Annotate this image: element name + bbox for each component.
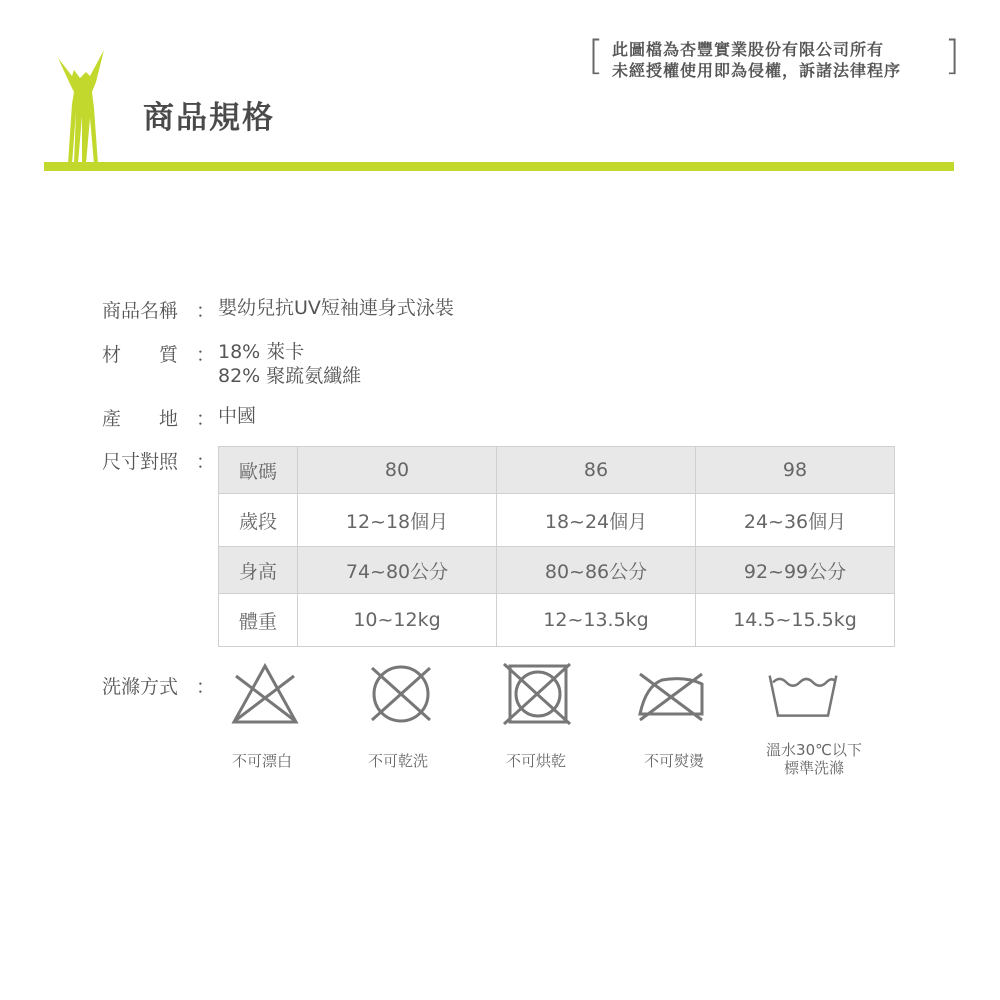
deer-logo-icon (52, 48, 112, 166)
table-cell: 98 (696, 447, 895, 494)
row-header: 歐碼 (219, 447, 298, 494)
copyright-line-2: 未經授權使用即為侵權，訴諸法律程序 (612, 61, 902, 80)
colon: ： (196, 300, 216, 322)
product-name-label: 商品名稱 (102, 300, 179, 322)
table-cell: 92~99公分 (696, 547, 895, 594)
product-name-value: 嬰幼兒抗UV短袖連身式泳裝 (218, 297, 454, 319)
wash-30-icon (768, 662, 838, 726)
table-cell: 12~13.5kg (497, 594, 696, 647)
table-cell: 12~18個月 (298, 494, 497, 547)
no-bleach-icon (230, 662, 300, 726)
header-divider (44, 162, 954, 171)
origin-value: 中國 (218, 405, 257, 427)
size-table (218, 446, 895, 647)
copyright-line-1: 此圖檔為杏豐實業股份有限公司所有 (612, 40, 885, 59)
row-header: 體重 (219, 594, 298, 647)
no-tumble-dry-icon (502, 662, 572, 726)
table-cell: 80~86公分 (497, 547, 696, 594)
table-cell: 24~36個月 (696, 494, 895, 547)
care-label-no-dryclean: 不可乾洗 (367, 752, 428, 770)
size-chart-label: 尺寸對照 (102, 451, 179, 473)
care-label-wash-line-1: 溫水30℃以下 (766, 741, 862, 759)
table-row (219, 447, 895, 494)
origin-label: 產 地 (102, 408, 179, 430)
material-line-1: 18% 萊卡 (218, 341, 305, 363)
table-row (219, 547, 895, 594)
table-cell: 14.5~15.5kg (696, 594, 895, 647)
table-cell: 80 (298, 447, 497, 494)
no-iron-icon (636, 662, 706, 726)
care-label-no-tumble-dry: 不可烘乾 (505, 752, 566, 770)
table-cell: 18~24個月 (497, 494, 696, 547)
colon: ： (196, 676, 216, 698)
right-bracket: ] (944, 33, 960, 79)
table-cell: 10~12kg (298, 594, 497, 647)
no-dryclean-icon (366, 662, 436, 726)
care-label-no-bleach: 不可漂白 (231, 752, 292, 770)
row-header: 歲段 (219, 494, 298, 547)
material-value (218, 340, 361, 388)
care-label-wash (754, 741, 874, 777)
colon: ： (196, 408, 216, 430)
row-header: 身高 (219, 547, 298, 594)
care-label-no-iron: 不可熨燙 (643, 752, 704, 770)
copyright-text (612, 39, 901, 81)
page-title: 商品規格 (143, 100, 275, 136)
care-label: 洗滌方式 (102, 676, 179, 698)
table-cell: 74~80公分 (298, 547, 497, 594)
colon: ： (196, 344, 216, 366)
material-line-2: 82% 聚䟽氨纖維 (218, 365, 362, 387)
left-bracket: [ (588, 33, 604, 79)
material-label: 材 質 (102, 344, 179, 366)
table-row (219, 594, 895, 647)
table-cell: 86 (497, 447, 696, 494)
table-row (219, 494, 895, 547)
colon: ： (196, 451, 216, 473)
copyright-notice (588, 33, 960, 83)
care-label-wash-line-2: 標準洗滌 (783, 759, 844, 777)
